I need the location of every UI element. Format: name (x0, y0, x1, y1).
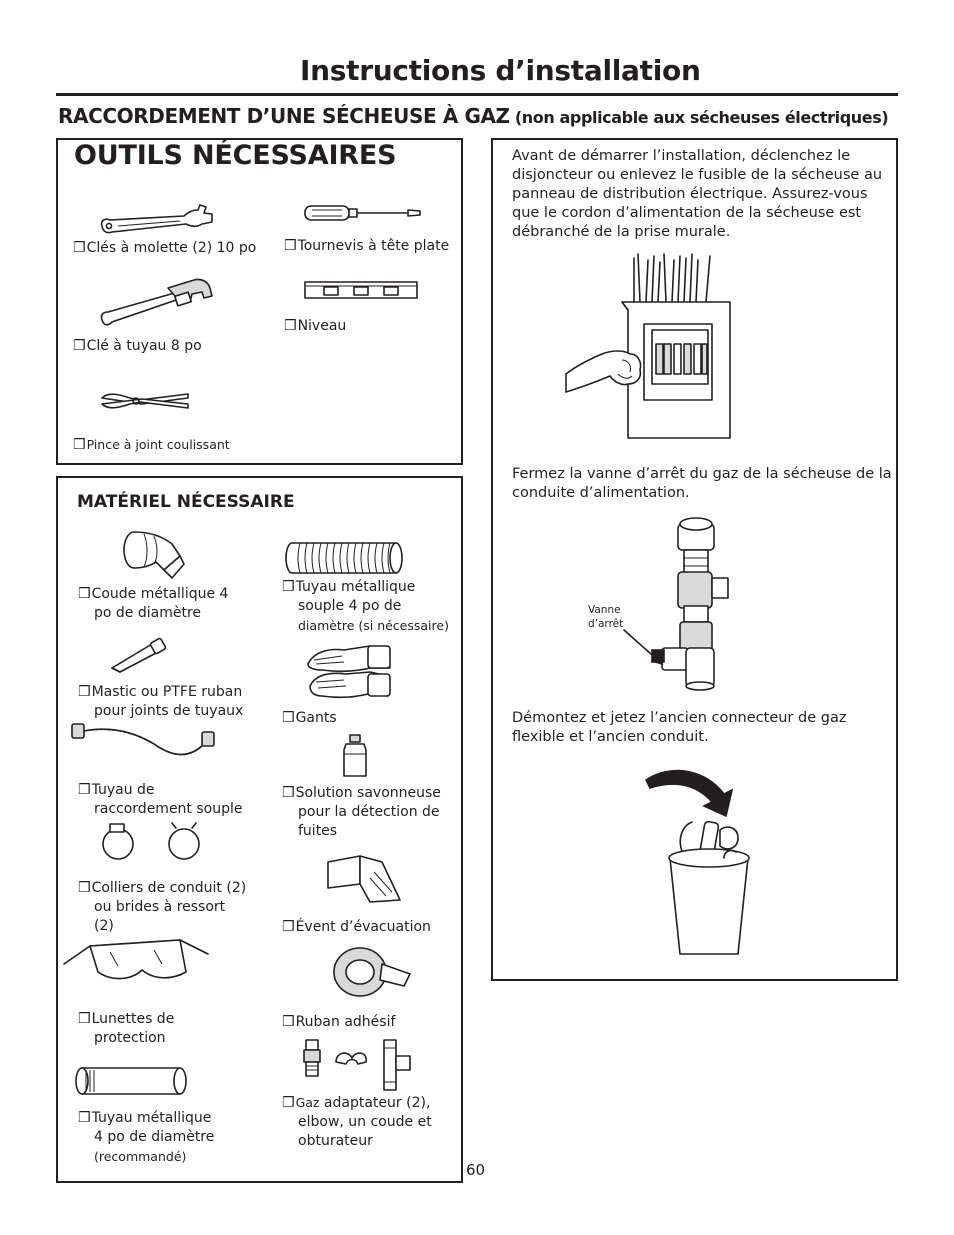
duct-clamps-icon (100, 822, 210, 864)
tool-item-level: ❒Niveau (284, 318, 347, 334)
flat-screwdriver-icon (304, 202, 422, 224)
tools-heading: OUTILS NÉCESSAIRES (74, 140, 397, 171)
safety-glasses-icon (62, 936, 210, 988)
checkbox-icon[interactable]: ❒ (282, 785, 295, 801)
material-item-adapters: ❒Gaz adaptateur (2), elbow, un coude et obturateur (282, 1095, 432, 1149)
trash-can-icon (640, 762, 760, 958)
gloves-icon (304, 642, 396, 700)
page-title: Instructions d’installation (300, 54, 701, 87)
material-item-mastic: ❒Mastic ou PTFE ruban pour joints de tuyaux (78, 684, 244, 719)
title-rule (56, 93, 898, 96)
material-item-flex-duct: ❒Tuyau métallique souple 4 po de diamètre (si nécessaire) (282, 579, 449, 633)
level-icon (304, 280, 418, 300)
mastic-tube-icon (108, 638, 170, 674)
checkbox-icon[interactable]: ❒ (78, 684, 91, 700)
checkbox-icon[interactable]: ❒ (78, 1011, 91, 1027)
flexible-gas-connector-icon (70, 718, 218, 772)
slip-joint-pliers-icon (100, 390, 190, 412)
checkbox-icon[interactable]: ❒ (284, 238, 297, 254)
material-item-soap: ❒Solution savonneuse pour la détection de fuites (282, 785, 441, 839)
checkbox-icon[interactable]: ❒ (282, 919, 295, 935)
rigid-duct-icon (74, 1066, 188, 1096)
exhaust-vent-icon (326, 852, 402, 904)
material-item-rigid-duct: ❒Tuyau métallique 4 po de diamètre (recommandé) (78, 1110, 215, 1164)
tool-item-pliers: ❒Pince à joint coulissant (73, 437, 230, 453)
duct-elbow-icon (120, 530, 186, 580)
material-item-connector: ❒Tuyau de raccordement souple (78, 782, 243, 817)
checkbox-icon[interactable]: ❒ (73, 240, 86, 256)
material-item-elbow: ❒Coude métallique 4 po de diamètre (78, 586, 229, 621)
checkbox-icon[interactable]: ❒ (73, 338, 86, 354)
material-item-gloves: ❒Gants (282, 710, 337, 726)
breaker-panel-icon (566, 250, 738, 442)
gas-fittings-icon (300, 1038, 414, 1092)
step-3-text: Démontez et jetez l’ancien connecteur de gaz flexible et l’ancien conduit. (512, 710, 847, 745)
checkbox-icon[interactable]: ❒ (78, 586, 91, 602)
soap-bottle-icon (342, 734, 368, 778)
flexible-duct-icon (284, 540, 404, 576)
material-item-vent: ❒Évent d’évacuation (282, 919, 431, 935)
tool-item-pipe-wrench: ❒Clé à tuyau 8 po (73, 338, 202, 354)
duct-tape-icon (330, 944, 414, 1000)
checkbox-icon[interactable]: ❒ (78, 782, 91, 798)
material-item-tape: ❒Ruban adhésif (282, 1014, 396, 1030)
pipe-wrench-icon (98, 276, 216, 330)
tool-item-screwdriver: ❒Tournevis à tête plate (284, 238, 450, 254)
checkbox-icon[interactable]: ❒ (282, 579, 295, 595)
checkbox-icon[interactable]: ❒ (284, 318, 297, 334)
valve-callout: Vanne d’arrêt (588, 604, 624, 630)
section-heading (58, 104, 888, 128)
checkbox-icon[interactable]: ❒ (282, 1014, 295, 1030)
valve-callout-arrow (622, 628, 666, 668)
section-heading-main: RACCORDEMENT D’UNE SÉCHEUSE À GAZ (58, 104, 510, 128)
checkbox-icon[interactable]: ❒ (73, 437, 86, 453)
checkbox-icon[interactable]: ❒ (78, 1110, 91, 1126)
section-heading-note: (non applicable aux sécheuses électriques) (514, 108, 889, 127)
checkbox-icon[interactable]: ❒ (282, 710, 295, 726)
step-1-text: Avant de démarrer l’installation, déclenchez le disjoncteur ou enlevez le fusible de la sécheuse au panneau de distribution électrique. Assurez-vous que le cordon d’alimentation de la sécheuse est débranché de la prise murale. (512, 148, 883, 240)
checkbox-icon[interactable]: ❒ (78, 880, 91, 896)
page-number: 60 (466, 1161, 486, 1179)
adjustable-wrench-icon (98, 204, 218, 238)
checkbox-icon[interactable]: ❒ (282, 1095, 295, 1111)
tool-item-adjustable-wrench: ❒Clés à molette (2) 10 po (73, 240, 257, 256)
material-item-glasses: ❒Lunettes de protection (78, 1011, 175, 1046)
material-item-clamps: ❒Colliers de conduit (2) ou brides à ressort (2) (78, 880, 247, 934)
materials-heading: MATÉRIEL NÉCESSAIRE (77, 492, 295, 512)
step-2-text: Fermez la vanne d’arrêt du gaz de la sécheuse de la conduite d’alimentation. (512, 466, 892, 501)
